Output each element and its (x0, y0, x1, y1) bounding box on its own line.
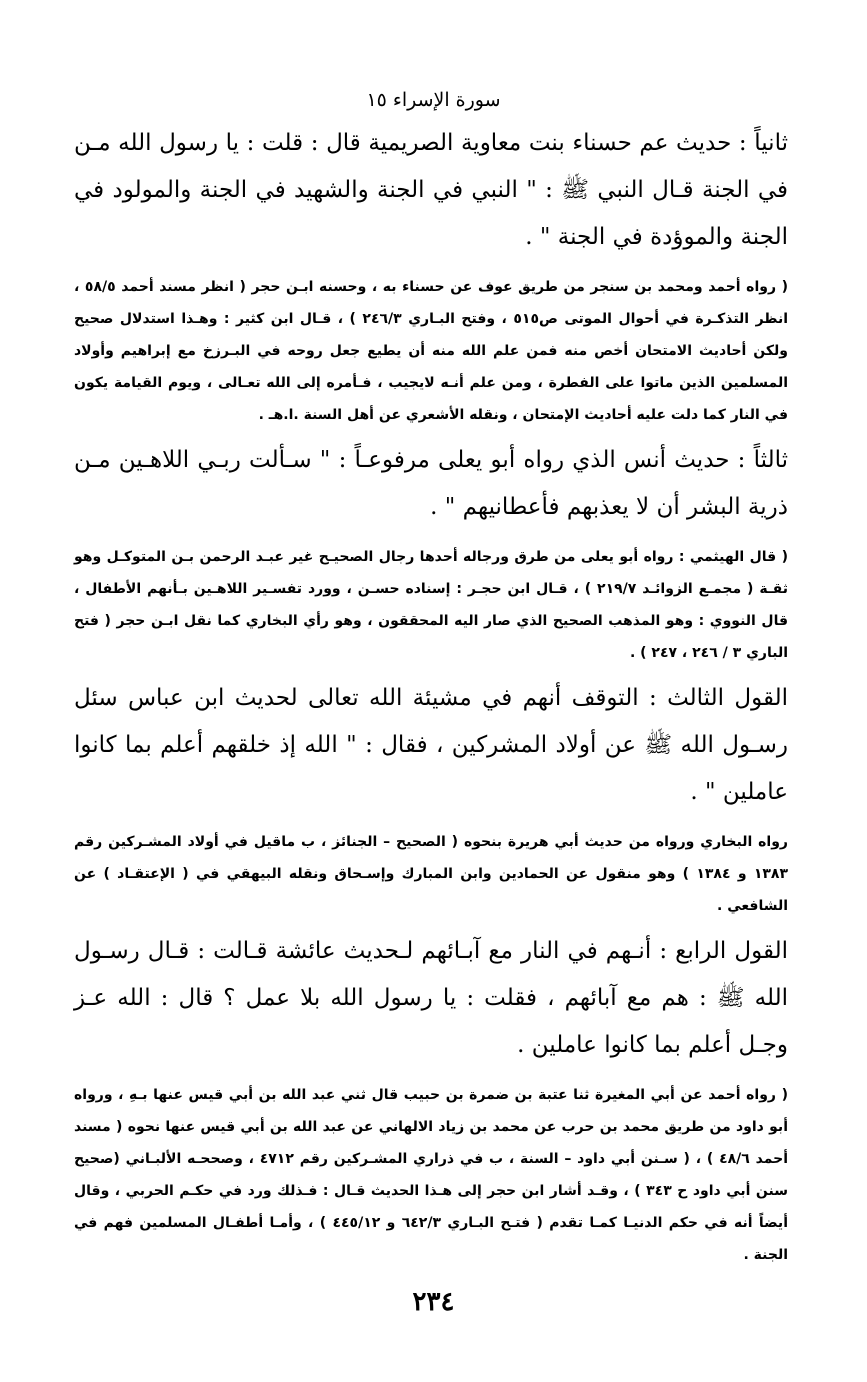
page-body (74, 120, 788, 1271)
footnote-third-hadith: ( قال الهيثمي : رواه أبو يعلى من طرق ورجاله أحدها رجال الصحيـح غير عبـد الرحمن بـن المتوكـل وهو ثقـة ( مجمـع الزوائـد ٢١٩/٧ ) ، قـال ابن حجـر : إسناده حسـن ، وورد تفسـير اللاهـين بـأنهم الأطفال ، قال النووي : وهو المذهب الصحيح الذي صار اليه المحققون ، وهو رأي البخاري كما نقل ابـن حجر ( فتح الباري ٣ / ٢٤٦ ، ٢٤٧ ) . (74, 549, 788, 661)
paragraph-third-opinion: القول الثالث : التوقف أنهم في مشيئة الله تعالى لحديث ابن عباس سئل رسـول الله ﷺ عن أولاد المشركين ، فقال : " الله إذ خلقهم أعلم بما كانوا عاملين " . (74, 685, 788, 805)
paragraph-fourth-opinion: القول الرابع : أنـهم في النار مع آبـائهم لـحديث عائشة قـالت : قـال رسـول الله ﷺ : هم مع آبائهم ، فقلت : يا رسول الله بلا عمل ؟ قال : الله عـز وجـل أعلم بما كانوا عاملين . (74, 938, 788, 1058)
running-header: سورة الإسراء ١٥ (366, 89, 501, 111)
footnote-second-hadith: ( رواه أحمد ومحمد بن سنجر من طريق عوف عن حسناء به ، وحسنه ابـن حجر ( انظر مسند أحمد ٥٨/٥ ، انظر التذكـرة في أحوال الموتى ص٥١٥ ، وفتح البـاري ٢٤٦/٣ ) ، قـال ابن كثير : وهـذا استدلال صحيح ولكن أحاديث الامتحان أخص منه فمن علم الله منه أن يطيع جعل روحه في البـرزخ مع إبراهيم وأولاد المسلمين الذين ماتوا على الفطرة ، ومن علم أنـه لايجيب ، فـأمره إلى الله تعـالى ، ويوم القيامة يكون في النار كما دلت عليه أحاديث الإمتحان ، ونقله الأشعري عن أهل السنة .ا.هـ . (74, 279, 788, 423)
footnote-third-opinion: رواه البخاري ورواه من حديث أبي هريرة بنحوه ( الصحيح – الجنائز ، ب ماقيل في أولاد المشـركين رقم ١٣٨٣ و ١٣٨٤ ) وهو منقول عن الحمادين وابن المبارك وإسـحاق ونقله البيهقي في ( الإعتقـاد ) عن الشافعي . (74, 834, 789, 914)
footnote-fourth-opinion: ( رواه أحمد عن أبي المغيرة ثنا عتبة بن ضمرة بن حبيب قال ثني عبد الله بن أبي قيس عنها بـهِ ، ورواه أبو داود من طريق محمد بن حرب عن محمد بن زياد الالهاني عن عبد الله بن أبي قيس عنها نحوه ( مسند أحمد ٤٨/٦ ) ، ( سـنن أبي داود – السنة ، ب في ذراري المشـركين رقم ٤٧١٢ ، وصححـه الألبـاني (صحيح سنن أبي داود ح ٣٤٣ ) ، وقـد أشار ابن حجر إلى هـذا الحديث قـال : فـذلك ورد في حكـم الحربي ، وقال أيضاً أنه في حكم الدنيـا كمـا تقدم ( فتـح البـاري ٦٤٢/٣ و ٤٤٥/١٢ ) ، وأمـا أطفـال المسلمين فهم في الجنة . (74, 1087, 789, 1263)
paragraph-third-hadith: ثالثاً : حديث أنس الذي رواه أبو يعلى مرفوعـاً : " سـألت ربـي اللاهـين مـن ذرية البشر أن لا يعذبهم فأعطانيهم " . (74, 447, 788, 520)
paragraph-second-hadith: ثانياً : حديث عم حسناء بنت معاوية الصريمية قال : قلت : يا رسول الله مـن في الجنة قـال النبي ﷺ : " النبي في الجنة والشهيد في الجنة والمولود في الجنة والموؤدة في الجنة " . (74, 130, 788, 250)
page-number: ٢٣٤ (412, 1287, 455, 1317)
